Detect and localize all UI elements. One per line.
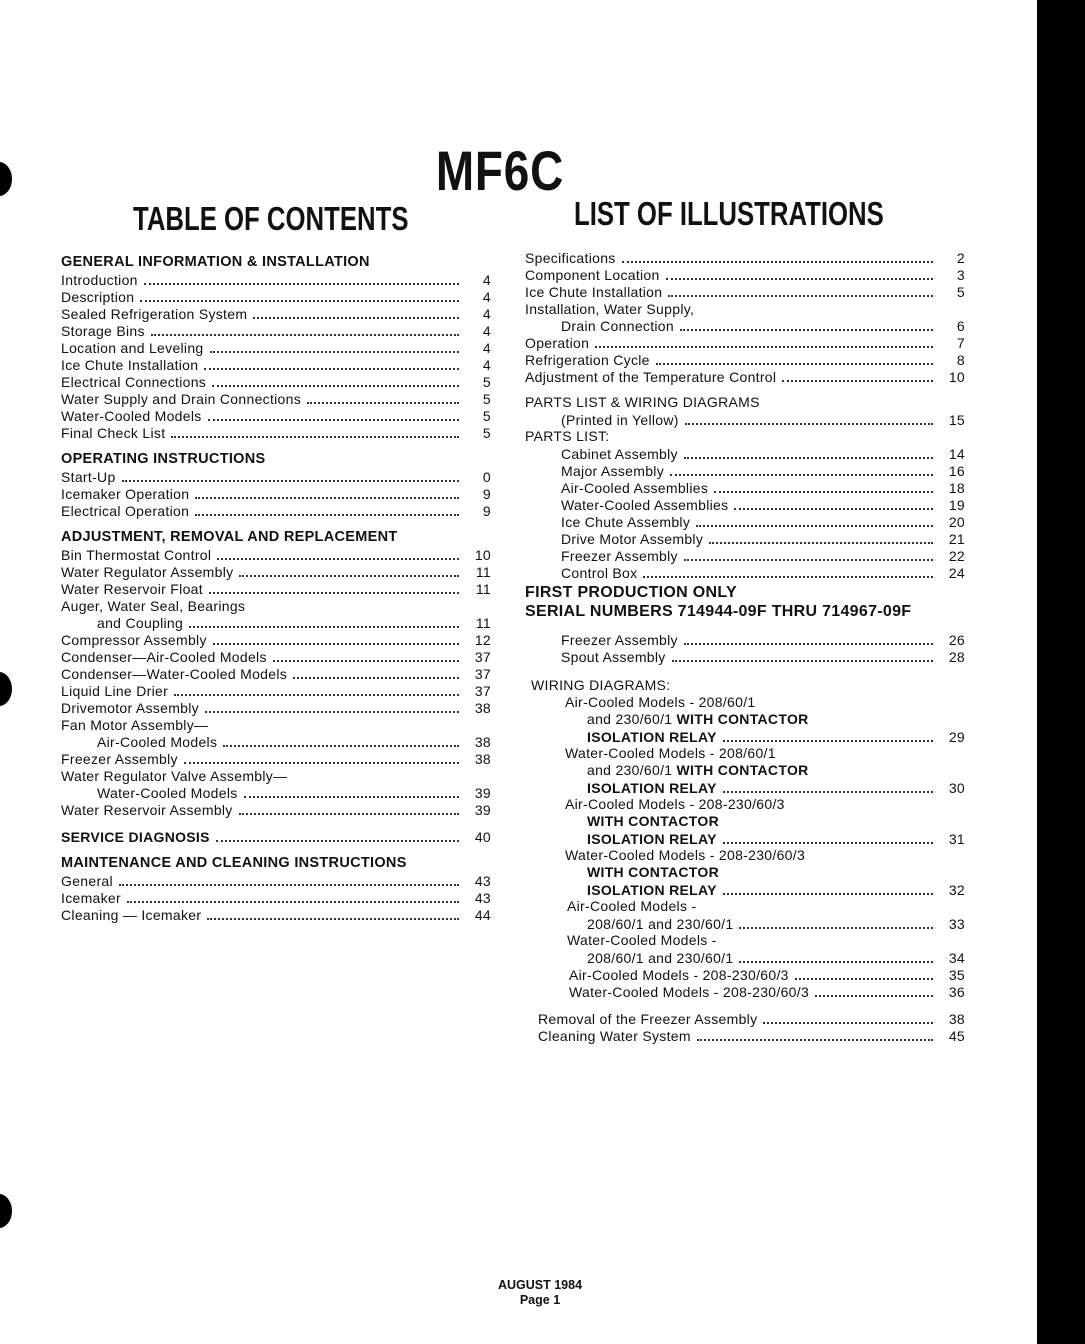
page-number: 3 <box>956 267 965 283</box>
wiring-line: Water-Cooled Models - 208/60/1 <box>565 745 776 761</box>
entry-title: ISOLATION RELAY <box>587 831 717 847</box>
page-number: 38 <box>948 1011 965 1027</box>
dot-leader <box>151 322 459 336</box>
entry-title: (Printed in Yellow) <box>561 412 679 428</box>
page-number: 4 <box>482 357 491 373</box>
entry-title: ISOLATION RELAY <box>587 882 717 898</box>
toc-entry <box>61 271 491 288</box>
dot-leader <box>195 502 459 516</box>
entry-title: Cleaning Water System <box>538 1028 691 1044</box>
dot-leader <box>244 784 459 798</box>
wiring-line: Air-Cooled Models - 208/60/1 <box>565 694 756 710</box>
toc-entry <box>525 547 965 564</box>
toc-entry <box>525 351 965 368</box>
toc-entry <box>61 828 491 845</box>
dot-leader <box>739 915 933 929</box>
dot-leader <box>714 479 933 493</box>
toc-entry <box>61 784 491 801</box>
dot-leader <box>739 949 933 963</box>
toc-entry <box>61 502 491 519</box>
toc-entry <box>61 322 491 339</box>
entry-title: Electrical Operation <box>61 503 190 519</box>
page-number: 5 <box>482 374 491 390</box>
toc-entry <box>525 728 965 745</box>
page-number: 10 <box>948 369 965 385</box>
section-heading: GENERAL INFORMATION & INSTALLATION <box>61 254 370 270</box>
serial-numbers-heading: SERIAL NUMBERS 714944-09F THRU 714967-09F <box>525 603 912 620</box>
toc-entry <box>61 563 491 580</box>
page-number: 4 <box>482 340 491 356</box>
dot-leader <box>643 564 933 578</box>
toc-entry <box>61 356 491 373</box>
page-number: 24 <box>948 565 965 581</box>
entry-title: Ice Chute Installation <box>525 284 663 300</box>
dot-leader <box>684 631 933 645</box>
wiring-line: Air-Cooled Models - 208-230/60/3 <box>565 796 785 812</box>
toc-section <box>61 828 491 845</box>
toc-entry <box>61 631 491 648</box>
toc-entry <box>61 288 491 305</box>
page-number: 4 <box>482 289 491 305</box>
toc-entry <box>525 300 965 317</box>
loi-title: LIST OF ILLUSTRATIONS <box>574 195 884 232</box>
wiring-bold: WITH CONTACTOR <box>587 813 719 829</box>
page-number: 15 <box>948 412 965 428</box>
entry-title: Water-Cooled Assemblies <box>561 497 729 513</box>
page-number: 19 <box>948 497 965 513</box>
dot-leader <box>140 288 459 302</box>
entry-title: SERVICE DIAGNOSIS <box>61 829 210 845</box>
entry-title: Installation, Water Supply, <box>525 301 695 317</box>
toc-entry <box>525 1027 965 1044</box>
page-number: 37 <box>474 666 491 682</box>
wiring-line: Water-Cooled Models - 208-230/60/3 <box>565 847 806 863</box>
toc-entry <box>61 468 491 485</box>
dot-leader <box>680 317 933 331</box>
wiring-text: and 230/60/1 <box>587 711 677 727</box>
table-of-contents <box>61 254 491 923</box>
dot-leader <box>273 648 459 662</box>
entry-title: Cleaning — Icemaker <box>61 907 202 923</box>
toc-entry <box>61 733 491 750</box>
toc-entry <box>61 407 491 424</box>
page-number: 4 <box>482 306 491 322</box>
toc-entry <box>525 513 965 530</box>
dot-leader <box>685 411 933 425</box>
dot-leader <box>723 728 933 742</box>
entry-title: Introduction <box>61 272 138 288</box>
page-number: 18 <box>948 480 965 496</box>
footer-page: Page 1 <box>519 1293 561 1307</box>
first-production-heading: FIRST PRODUCTION ONLY <box>525 584 737 601</box>
toc-entry <box>61 767 491 784</box>
entry-title: Control Box <box>561 565 638 581</box>
dot-leader <box>815 983 933 997</box>
page-number: 32 <box>948 882 965 898</box>
toc-entry <box>61 390 491 407</box>
dot-leader <box>697 1027 933 1041</box>
dot-leader <box>696 513 933 527</box>
dot-leader <box>670 462 933 476</box>
toc-entry <box>525 283 965 300</box>
page-number: 43 <box>474 873 491 889</box>
dot-leader <box>122 468 459 482</box>
wiring-label: WIRING DIAGRAMS: <box>531 677 671 693</box>
entry-title: Water Reservoir Assembly <box>61 802 233 818</box>
entry-title: Water-Cooled Models - 208-230/60/3 <box>569 984 810 1000</box>
model-title: MF6C <box>435 139 565 202</box>
entry-title: Water-Cooled Models <box>97 785 238 801</box>
entry-title: Water Supply and Drain Connections <box>61 391 302 407</box>
entry-title: Ice Chute Installation <box>61 357 199 373</box>
entry-title: Sealed Refrigeration System <box>61 306 248 322</box>
dot-leader <box>684 547 933 561</box>
section-heading: ADJUSTMENT, REMOVAL AND REPLACEMENT <box>61 529 398 545</box>
dot-leader <box>204 356 459 370</box>
page-number: 2 <box>956 250 965 266</box>
page-number: 36 <box>948 984 965 1000</box>
dot-leader <box>734 496 933 510</box>
dot-leader <box>672 648 933 662</box>
page-number: 39 <box>474 785 491 801</box>
wiring-line <box>525 813 965 830</box>
page-number: 26 <box>948 632 965 648</box>
toc-entry <box>525 631 965 648</box>
page-number: 5 <box>956 284 965 300</box>
page-number: 16 <box>948 463 965 479</box>
toc-entry <box>61 716 491 733</box>
page-number: 29 <box>948 729 965 745</box>
entry-title: Air-Cooled Assemblies <box>561 480 709 496</box>
wiring-line <box>525 864 965 881</box>
dot-leader <box>184 750 459 764</box>
entry-title: Final Check List <box>61 425 166 441</box>
first-production-entries <box>525 631 965 665</box>
page-number: 30 <box>948 780 965 796</box>
entry-title: Water-Cooled Models <box>61 408 202 424</box>
entry-title: Electrical Connections <box>61 374 207 390</box>
entry-title: Water Reservoir Float <box>61 581 203 597</box>
list-of-illustrations <box>525 249 965 1044</box>
wiring-text: and 230/60/1 <box>587 762 677 778</box>
entry-title: Ice Chute Assembly <box>561 514 691 530</box>
toc-entry <box>61 872 491 889</box>
entry-title: Liquid Line Drier <box>61 683 169 699</box>
page-number: 38 <box>474 751 491 767</box>
toc-entry <box>61 339 491 356</box>
toc-entry <box>61 546 491 563</box>
entry-title: Drivemotor Assembly <box>61 700 199 716</box>
toc-section <box>61 529 491 818</box>
page-number: 8 <box>956 352 965 368</box>
dot-leader <box>174 682 459 696</box>
page-number: 37 <box>474 649 491 665</box>
entry-title: Drain Connection <box>561 318 674 334</box>
dot-leader <box>723 881 933 895</box>
entry-title: Freezer Assembly <box>561 632 678 648</box>
page-number: 40 <box>474 829 491 845</box>
dot-leader <box>622 249 933 263</box>
page-number: 22 <box>948 548 965 564</box>
toc-entry <box>525 966 965 983</box>
toc-entry <box>61 305 491 322</box>
entry-title: Refrigeration Cycle <box>525 352 650 368</box>
toc-entry <box>525 983 965 1000</box>
dot-leader <box>595 334 933 348</box>
page-number: 4 <box>482 323 491 339</box>
entry-title: Icemaker Operation <box>61 486 190 502</box>
dot-leader <box>217 546 459 560</box>
entry-title: Specifications <box>525 250 616 266</box>
entry-title: Freezer Assembly <box>61 751 178 767</box>
section-heading: OPERATING INSTRUCTIONS <box>61 451 266 467</box>
toc-entry <box>61 906 491 923</box>
toc-entry <box>525 779 965 796</box>
entry-title: Description <box>61 289 135 305</box>
toc-entry <box>525 317 965 334</box>
wiring-bold: WITH CONTACTOR <box>587 864 719 880</box>
page-number: 14 <box>948 446 965 462</box>
page-number: 6 <box>956 318 965 334</box>
page-number: 43 <box>474 890 491 906</box>
dot-leader <box>119 872 459 886</box>
wiring-bold: WITH CONTACTOR <box>676 762 809 778</box>
dot-leader <box>189 614 459 628</box>
toc-entry <box>61 614 491 631</box>
page-number: 0 <box>482 469 491 485</box>
toc-entry <box>525 411 965 428</box>
toc-entry <box>525 949 965 966</box>
toc-entry <box>525 648 965 665</box>
entry-title: 208/60/1 and 230/60/1 <box>587 916 734 932</box>
dot-leader <box>127 889 459 903</box>
entry-title: Air-Cooled Models <box>97 734 218 750</box>
page-number: 9 <box>482 503 491 519</box>
toc-entry <box>61 597 491 614</box>
dot-leader <box>782 368 933 382</box>
dot-leader <box>171 424 459 438</box>
footer-date: AUGUST 1984 <box>497 1278 583 1292</box>
dot-leader <box>216 828 459 842</box>
page-number: 44 <box>474 907 491 923</box>
dot-leader <box>239 563 459 577</box>
entry-title: Icemaker <box>61 890 121 906</box>
toc-entry <box>525 564 965 581</box>
toc-entry <box>61 889 491 906</box>
page-number: 11 <box>475 581 491 597</box>
dot-leader <box>210 339 459 353</box>
parts-list-label: PARTS LIST: <box>525 428 610 444</box>
toc-entry <box>61 373 491 390</box>
toc-section <box>61 451 491 519</box>
dot-leader <box>207 906 459 920</box>
page-number: 21 <box>948 531 965 547</box>
page-number: 38 <box>474 734 491 750</box>
dot-leader <box>253 305 459 319</box>
page-number: 10 <box>474 547 491 563</box>
entry-title: Major Assembly <box>561 463 665 479</box>
wiring-line <box>525 711 965 728</box>
toc-entry <box>525 249 965 266</box>
entry-title: Condenser—Air-Cooled Models <box>61 649 267 665</box>
loi-section <box>525 677 965 1000</box>
toc-entry <box>525 368 965 385</box>
dot-leader <box>666 266 933 280</box>
entry-title: ISOLATION RELAY <box>587 780 717 796</box>
entry-title: Spout Assembly <box>561 649 666 665</box>
toc-entry <box>61 424 491 441</box>
dot-leader <box>684 445 933 459</box>
entry-title: Compressor Assembly <box>61 632 207 648</box>
entry-title: Start-Up <box>61 469 116 485</box>
entry-title: Drive Motor Assembly <box>561 531 704 547</box>
page-number: 7 <box>956 335 965 351</box>
entry-title: ISOLATION RELAY <box>587 729 717 745</box>
toc-entry <box>525 445 965 462</box>
entry-title: and Coupling <box>97 615 184 631</box>
dot-leader <box>656 351 933 365</box>
toc-entry <box>525 915 965 932</box>
wiring-line <box>525 762 965 779</box>
page-number: 38 <box>474 700 491 716</box>
entry-title: Adjustment of the Temperature Control <box>525 369 777 385</box>
loi-section <box>525 394 965 581</box>
page-number: 39 <box>474 802 491 818</box>
entry-title: Bin Thermostat Control <box>61 547 212 563</box>
entry-title: Air-Cooled Models - 208-230/60/3 <box>569 967 789 983</box>
entry-title: Auger, Water Seal, Bearings <box>61 598 246 614</box>
toc-entry <box>525 496 965 513</box>
entry-title: Location and Leveling <box>61 340 204 356</box>
toc-entry <box>61 750 491 767</box>
dot-leader <box>195 485 459 499</box>
entry-title: 208/60/1 and 230/60/1 <box>587 950 734 966</box>
toc-entry <box>525 1010 965 1027</box>
toc-entry <box>61 801 491 818</box>
entry-title: Storage Bins <box>61 323 145 339</box>
entry-title: Cabinet Assembly <box>561 446 678 462</box>
punch-hole <box>0 672 12 706</box>
page-number: 45 <box>948 1028 965 1044</box>
toc-entry <box>61 580 491 597</box>
entry-title: General <box>61 873 113 889</box>
dot-leader <box>239 801 459 815</box>
page-number: 33 <box>948 916 965 932</box>
entry-title: Fan Motor Assembly— <box>61 717 209 733</box>
page-number: 28 <box>948 649 965 665</box>
toc-entry <box>525 530 965 547</box>
dot-leader <box>209 580 459 594</box>
page-number: 11 <box>475 564 491 580</box>
dot-leader <box>795 966 933 980</box>
section-heading: MAINTENANCE AND CLEANING INSTRUCTIONS <box>61 855 407 871</box>
toc-entry <box>61 648 491 665</box>
dot-leader <box>212 373 459 387</box>
page-number: 37 <box>474 683 491 699</box>
punch-hole <box>0 1194 12 1228</box>
page-number: 11 <box>475 615 491 631</box>
toc-entry <box>525 479 965 496</box>
page-number: 4 <box>482 272 491 288</box>
dot-leader <box>307 390 459 404</box>
page-number: 35 <box>948 967 965 983</box>
entry-title: Component Location <box>525 267 660 283</box>
dot-leader <box>223 733 459 747</box>
parts-heading: PARTS LIST & WIRING DIAGRAMS <box>525 394 760 410</box>
page-number: 5 <box>482 425 491 441</box>
dot-leader <box>709 530 933 544</box>
entry-title: Operation <box>525 335 590 351</box>
toc-title: TABLE OF CONTENTS <box>133 200 409 237</box>
page-number: 5 <box>482 408 491 424</box>
punch-hole <box>0 162 12 196</box>
entry-title: Water Regulator Valve Assembly— <box>61 768 288 784</box>
page-number: 20 <box>948 514 965 530</box>
toc-section <box>61 254 491 441</box>
dot-leader <box>763 1010 933 1024</box>
page-number: 34 <box>948 950 965 966</box>
dot-leader <box>668 283 933 297</box>
entry-title: Removal of the Freezer Assembly <box>538 1011 758 1027</box>
toc-entry <box>525 462 965 479</box>
dot-leader <box>293 665 459 679</box>
dot-leader <box>144 271 459 285</box>
toc-entry <box>61 485 491 502</box>
toc-section <box>61 855 491 923</box>
entry-title: Freezer Assembly <box>561 548 678 564</box>
loi-section <box>525 249 965 385</box>
page-number: 5 <box>482 391 491 407</box>
page-number: 31 <box>948 831 965 847</box>
wiring-line: Water-Cooled Models - <box>567 932 717 948</box>
toc-entry <box>525 881 965 898</box>
entry-title: Condenser—Water-Cooled Models <box>61 666 288 682</box>
toc-entry <box>61 682 491 699</box>
dot-leader <box>723 779 933 793</box>
dot-leader <box>723 830 933 844</box>
loi-section <box>525 1010 965 1044</box>
page-number: 9 <box>482 486 491 502</box>
dot-leader <box>208 407 459 421</box>
toc-entry <box>525 830 965 847</box>
dot-leader <box>213 631 459 645</box>
toc-entry <box>525 266 965 283</box>
toc-entry <box>61 699 491 716</box>
loi-section <box>525 583 965 665</box>
wiring-bold: WITH CONTACTOR <box>676 711 809 727</box>
page-footer <box>440 1278 640 1308</box>
dot-leader <box>205 699 459 713</box>
toc-entry <box>525 334 965 351</box>
page-number: 12 <box>474 632 491 648</box>
entry-title: Water Regulator Assembly <box>61 564 234 580</box>
wiring-line: Air-Cooled Models - <box>567 898 697 914</box>
toc-entry <box>61 665 491 682</box>
